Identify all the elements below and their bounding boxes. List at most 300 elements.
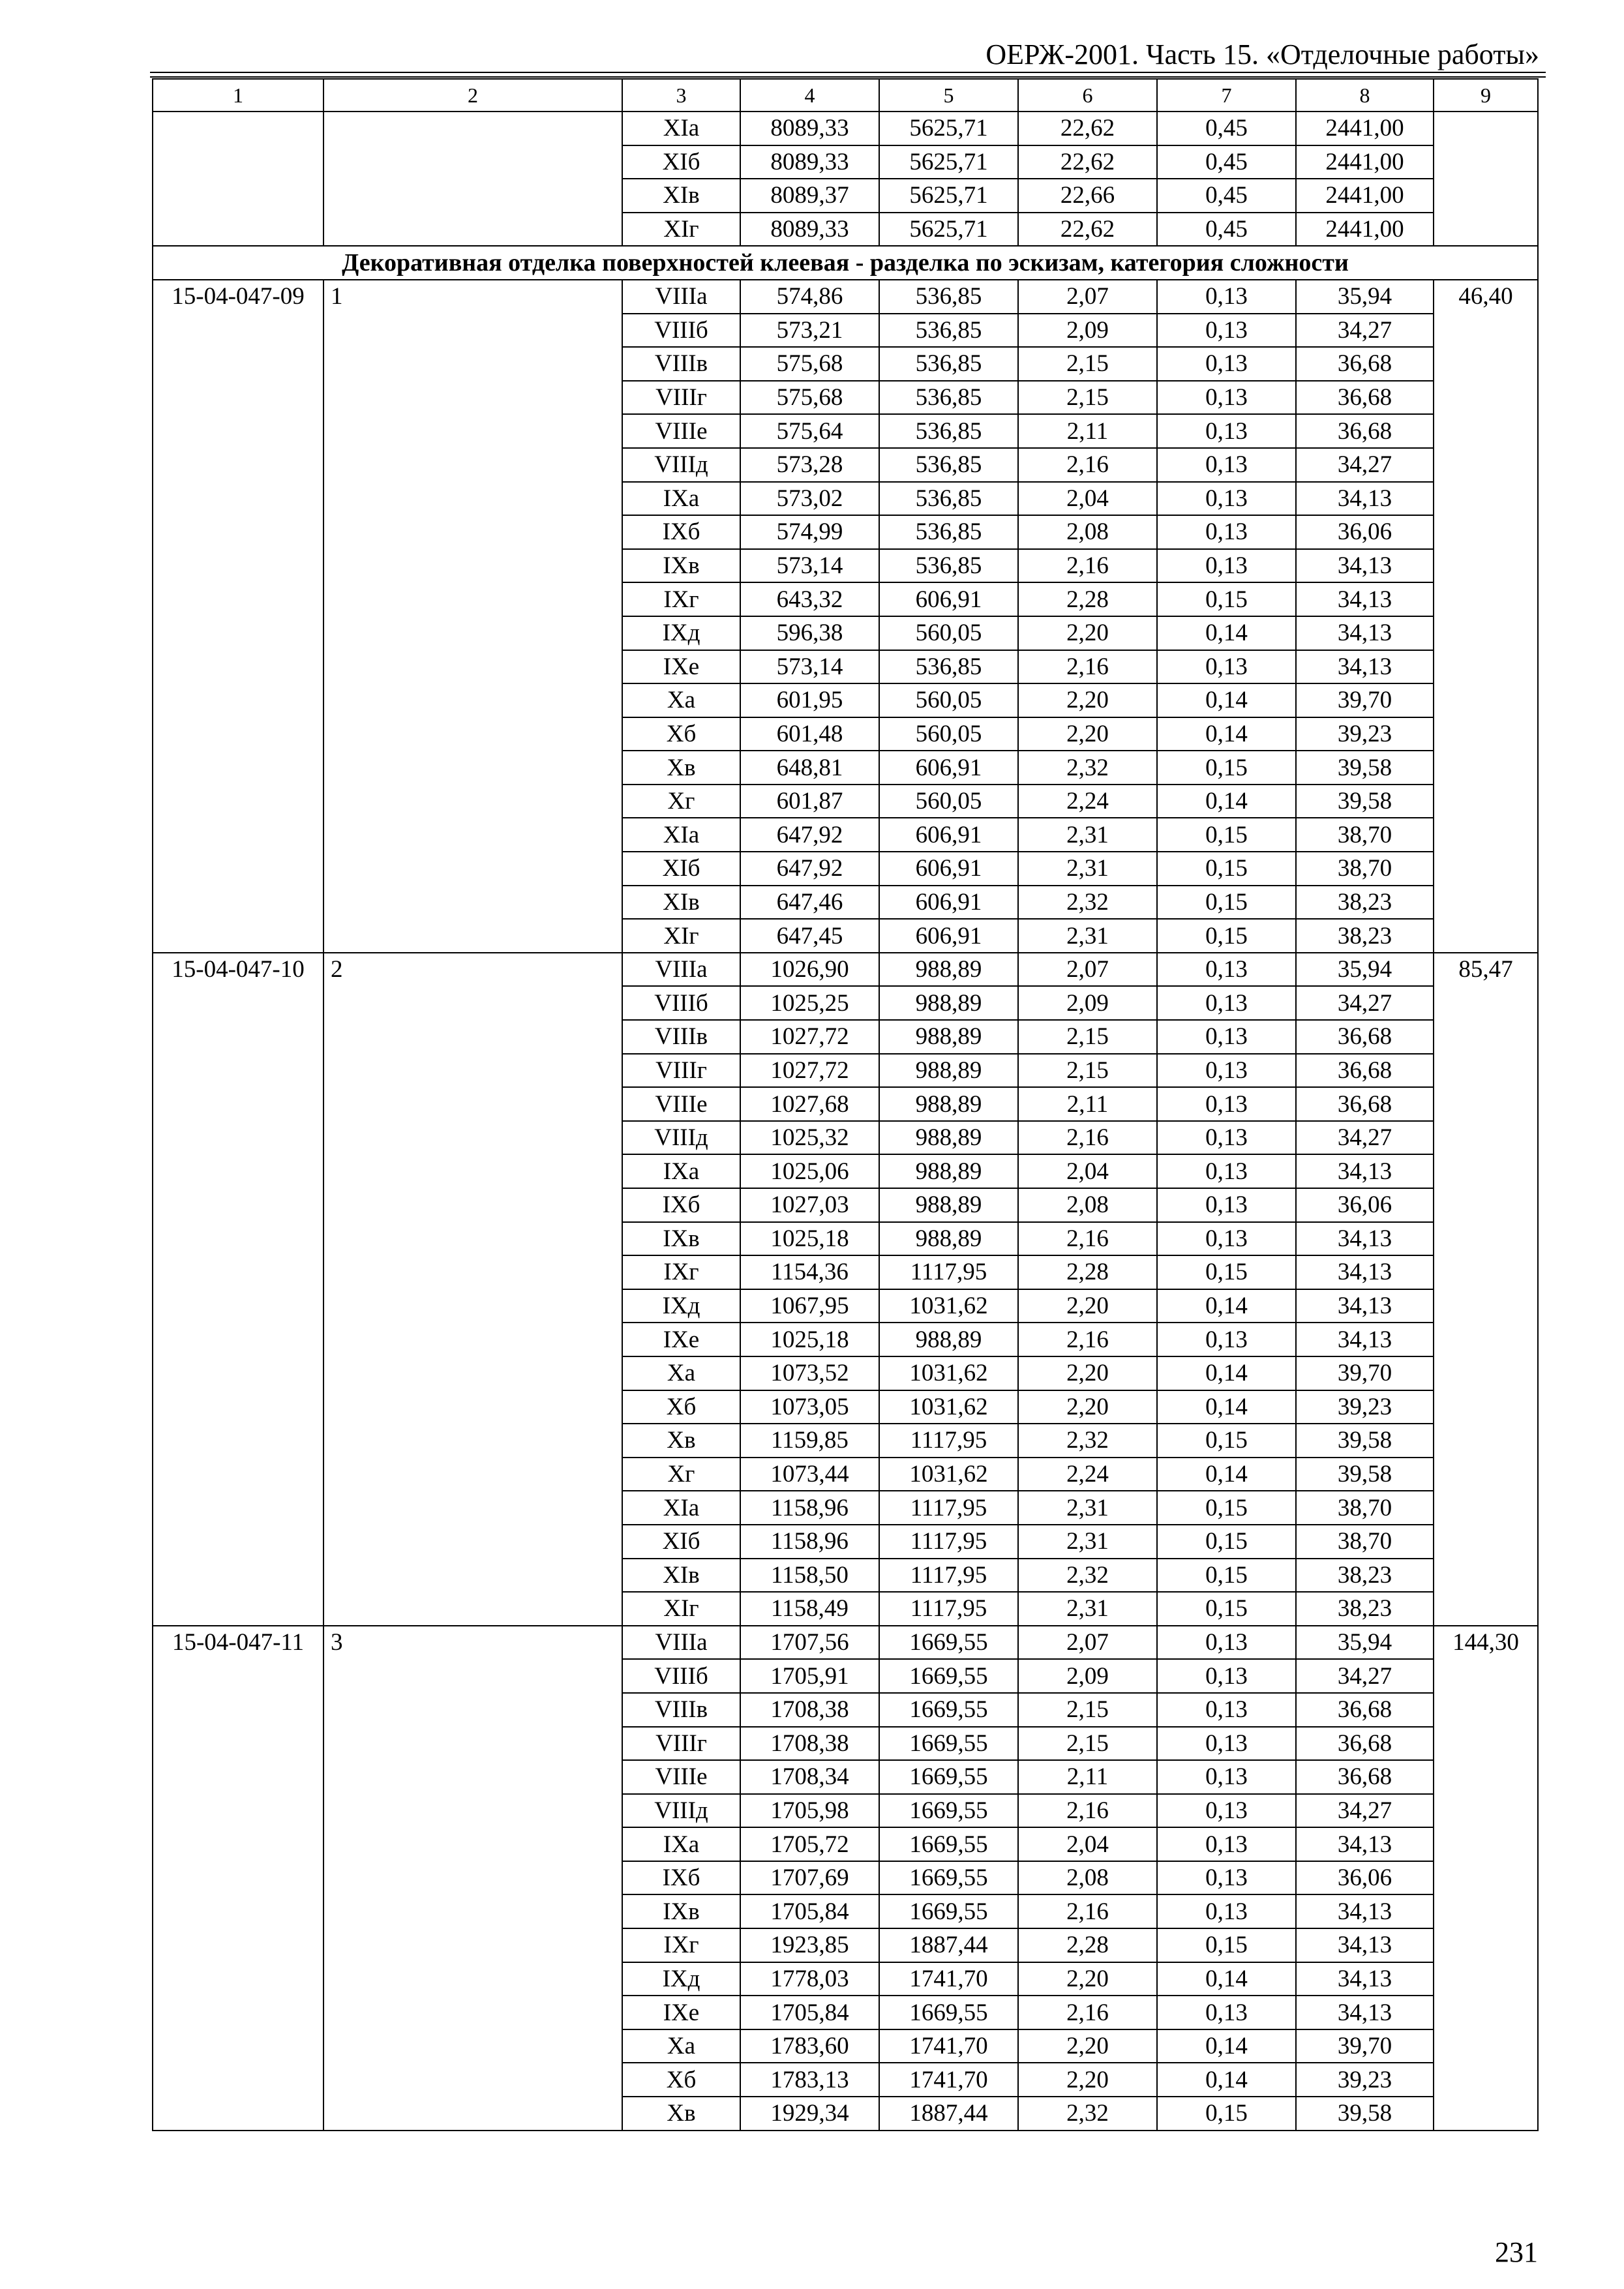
cell-col6: 2,31 — [1018, 919, 1157, 953]
cell-col5: 988,89 — [879, 1020, 1018, 1054]
cell-col5: 606,91 — [879, 919, 1018, 953]
cell-col8: 34,13 — [1296, 1255, 1434, 1289]
cell-col6: 2,04 — [1018, 1827, 1157, 1861]
cell-mark: XIв — [622, 1559, 740, 1593]
cell-col8: 36,68 — [1296, 414, 1434, 448]
cell-mark: VIIIд — [622, 1121, 740, 1155]
column-numbers-row — [153, 79, 1538, 112]
cell-col5: 1669,55 — [879, 1626, 1018, 1660]
cell-mark: VIIIа — [622, 953, 740, 987]
cell-col4: 1705,84 — [740, 1996, 879, 2029]
cell-col9: 144,30 — [1434, 1626, 1538, 2131]
cell-col8: 39,58 — [1296, 751, 1434, 785]
cell-col4: 1707,69 — [740, 1861, 879, 1895]
cell-col6: 2,20 — [1018, 1289, 1157, 1323]
cell-col7: 0,14 — [1157, 2029, 1296, 2063]
cell-col4: 1923,85 — [740, 1928, 879, 1962]
cell-col7: 0,45 — [1157, 145, 1296, 179]
cell-code-empty — [153, 112, 323, 246]
cell-mark: XIв — [622, 179, 740, 213]
column-number: 9 — [1434, 79, 1538, 112]
cell-col7: 0,13 — [1157, 381, 1296, 415]
cell-col8: 34,13 — [1296, 1289, 1434, 1323]
cell-col4: 573,21 — [740, 314, 879, 348]
cell-col4: 1708,38 — [740, 1693, 879, 1727]
cell-col8: 36,68 — [1296, 1054, 1434, 1088]
cell-col7: 0,13 — [1157, 986, 1296, 1020]
cell-col4: 1783,13 — [740, 2063, 879, 2097]
cell-col5: 560,05 — [879, 683, 1018, 717]
cell-col4: 647,92 — [740, 818, 879, 852]
cell-col4: 1783,60 — [740, 2029, 879, 2063]
cell-col4: 1705,98 — [740, 1794, 879, 1828]
cell-col4: 1025,18 — [740, 1323, 879, 1356]
cell-col8: 34,27 — [1296, 1659, 1434, 1693]
cell-col7: 0,13 — [1157, 1020, 1296, 1054]
cell-col7: 0,15 — [1157, 1525, 1296, 1559]
cell-col6: 2,07 — [1018, 1626, 1157, 1660]
cell-col6: 2,15 — [1018, 1727, 1157, 1761]
cell-col8: 39,23 — [1296, 717, 1434, 751]
cell-col8: 36,68 — [1296, 1760, 1434, 1794]
cell-col8: 39,70 — [1296, 683, 1434, 717]
cell-rate-code: 15-04-047-09 — [153, 280, 323, 953]
cell-col6: 2,16 — [1018, 1323, 1157, 1356]
cell-col4: 1158,96 — [740, 1491, 879, 1525]
cell-col7: 0,14 — [1157, 717, 1296, 751]
table-row — [153, 112, 1538, 145]
cell-col5: 1117,95 — [879, 1559, 1018, 1593]
cell-col6: 2,28 — [1018, 582, 1157, 616]
cell-col8: 35,94 — [1296, 280, 1434, 314]
cell-col5: 988,89 — [879, 1154, 1018, 1188]
cell-col7: 0,13 — [1157, 953, 1296, 987]
cell-col7: 0,13 — [1157, 1054, 1296, 1088]
cell-mark: Xа — [622, 683, 740, 717]
cell-col8: 36,68 — [1296, 347, 1434, 381]
cell-mark: XIа — [622, 818, 740, 852]
cell-col9-empty — [1434, 112, 1538, 246]
cell-col4: 1073,52 — [740, 1356, 879, 1390]
cell-complexity-category: 1 — [323, 280, 622, 953]
cell-col6: 2,20 — [1018, 616, 1157, 650]
cell-col4: 1027,72 — [740, 1020, 879, 1054]
cell-mark: IXа — [622, 482, 740, 516]
cell-col6: 2,08 — [1018, 1861, 1157, 1895]
cell-col8: 34,27 — [1296, 986, 1434, 1020]
column-number: 3 — [622, 79, 740, 112]
cell-col8: 34,13 — [1296, 1962, 1434, 1996]
cell-col7: 0,13 — [1157, 1087, 1296, 1121]
cell-col5: 1117,95 — [879, 1255, 1018, 1289]
cell-mark: XIб — [622, 1525, 740, 1559]
column-number: 2 — [323, 79, 622, 112]
cell-col7: 0,14 — [1157, 1458, 1296, 1491]
cell-col7: 0,15 — [1157, 919, 1296, 953]
cell-col8: 39,58 — [1296, 785, 1434, 818]
cell-col4: 1929,34 — [740, 2097, 879, 2131]
cell-mark: Xб — [622, 1390, 740, 1424]
cell-col5: 536,85 — [879, 381, 1018, 415]
cell-col5: 536,85 — [879, 482, 1018, 516]
cell-col5: 1669,55 — [879, 1659, 1018, 1693]
cell-col6: 2,20 — [1018, 1356, 1157, 1390]
cell-col4: 1705,84 — [740, 1894, 879, 1928]
cell-col8: 36,68 — [1296, 381, 1434, 415]
cell-col7: 0,15 — [1157, 1424, 1296, 1458]
cell-col5: 606,91 — [879, 852, 1018, 886]
cell-col8: 35,94 — [1296, 953, 1434, 987]
cell-col5: 988,89 — [879, 1323, 1018, 1356]
cell-col8: 36,68 — [1296, 1020, 1434, 1054]
cell-col6: 2,20 — [1018, 1962, 1157, 1996]
cell-col4: 1025,25 — [740, 986, 879, 1020]
cell-col4: 575,68 — [740, 347, 879, 381]
cell-mark: IXа — [622, 1827, 740, 1861]
cell-col4: 1158,50 — [740, 1559, 879, 1593]
cell-col8: 39,58 — [1296, 1458, 1434, 1491]
cell-col6: 2,20 — [1018, 2063, 1157, 2097]
cell-complexity-category: 3 — [323, 1626, 622, 2131]
cell-col4: 648,81 — [740, 751, 879, 785]
cell-mark: VIIIв — [622, 347, 740, 381]
cell-col8: 39,58 — [1296, 1424, 1434, 1458]
cell-mark: XIа — [622, 1491, 740, 1525]
cell-mark: IXа — [622, 1154, 740, 1188]
cell-col5: 1031,62 — [879, 1289, 1018, 1323]
cell-col7: 0,13 — [1157, 1996, 1296, 2029]
cell-mark: VIIIг — [622, 1727, 740, 1761]
cell-col6: 22,62 — [1018, 213, 1157, 247]
cell-col7: 0,13 — [1157, 1188, 1296, 1222]
cell-col8: 36,68 — [1296, 1087, 1434, 1121]
cell-col6: 2,04 — [1018, 1154, 1157, 1188]
cell-mark: XIб — [622, 852, 740, 886]
cell-col4: 1027,68 — [740, 1087, 879, 1121]
cell-col4: 1158,49 — [740, 1592, 879, 1626]
cell-col7: 0,13 — [1157, 1659, 1296, 1693]
cell-col6: 2,16 — [1018, 448, 1157, 482]
cell-mark: XIа — [622, 112, 740, 145]
cell-col8: 34,13 — [1296, 1222, 1434, 1256]
cell-col8: 34,13 — [1296, 1154, 1434, 1188]
cell-col5: 606,91 — [879, 818, 1018, 852]
cell-col4: 1705,72 — [740, 1827, 879, 1861]
cell-mark: VIIIб — [622, 314, 740, 348]
cell-col8: 38,70 — [1296, 852, 1434, 886]
column-number: 4 — [740, 79, 879, 112]
cell-mark: VIIIб — [622, 1659, 740, 1693]
cell-col6: 2,11 — [1018, 414, 1157, 448]
cell-col7: 0,13 — [1157, 414, 1296, 448]
cell-mark: IXе — [622, 1996, 740, 2029]
cell-col5: 988,89 — [879, 1121, 1018, 1155]
cell-col6: 2,20 — [1018, 717, 1157, 751]
cell-col7: 0,14 — [1157, 1962, 1296, 1996]
cell-col6: 2,07 — [1018, 280, 1157, 314]
cell-col5: 1117,95 — [879, 1592, 1018, 1626]
cell-col8: 34,13 — [1296, 1827, 1434, 1861]
cell-mark: IXб — [622, 515, 740, 549]
cell-col8: 34,13 — [1296, 482, 1434, 516]
cell-category-empty — [323, 112, 622, 246]
cell-mark: VIIIа — [622, 280, 740, 314]
cell-mark: IXб — [622, 1188, 740, 1222]
cell-col4: 573,14 — [740, 549, 879, 583]
cell-col5: 1669,55 — [879, 1894, 1018, 1928]
cell-col4: 596,38 — [740, 616, 879, 650]
cell-mark: VIIIд — [622, 448, 740, 482]
cell-col6: 2,16 — [1018, 1794, 1157, 1828]
cell-col7: 0,13 — [1157, 1794, 1296, 1828]
cell-mark: VIIIг — [622, 1054, 740, 1088]
cell-col5: 536,85 — [879, 549, 1018, 583]
cell-col8: 34,13 — [1296, 1323, 1434, 1356]
cell-mark: IXд — [622, 1962, 740, 1996]
cell-col5: 536,85 — [879, 347, 1018, 381]
cell-col7: 0,13 — [1157, 515, 1296, 549]
cell-col7: 0,14 — [1157, 1289, 1296, 1323]
cell-col4: 575,64 — [740, 414, 879, 448]
cell-col6: 2,28 — [1018, 1928, 1157, 1962]
cell-mark: VIIIб — [622, 986, 740, 1020]
cell-col5: 1031,62 — [879, 1390, 1018, 1424]
cell-col7: 0,13 — [1157, 347, 1296, 381]
cell-col5: 1669,55 — [879, 1727, 1018, 1761]
cell-col6: 2,16 — [1018, 1894, 1157, 1928]
cell-col8: 35,94 — [1296, 1626, 1434, 1660]
cell-col7: 0,15 — [1157, 886, 1296, 920]
cell-col4: 574,99 — [740, 515, 879, 549]
cell-col4: 643,32 — [740, 582, 879, 616]
cell-col7: 0,14 — [1157, 616, 1296, 650]
cell-col7: 0,15 — [1157, 818, 1296, 852]
cell-col4: 573,02 — [740, 482, 879, 516]
cell-mark: IXг — [622, 1928, 740, 1962]
cell-col7: 0,15 — [1157, 852, 1296, 886]
column-number: 5 — [879, 79, 1018, 112]
cell-col4: 1027,72 — [740, 1054, 879, 1088]
rates-table — [152, 78, 1539, 2131]
cell-mark: VIIIа — [622, 1626, 740, 1660]
cell-mark: VIIIд — [622, 1794, 740, 1828]
cell-col4: 647,46 — [740, 886, 879, 920]
cell-col8: 39,58 — [1296, 2097, 1434, 2131]
cell-col5: 1741,70 — [879, 1962, 1018, 1996]
cell-col7: 0,15 — [1157, 582, 1296, 616]
cell-col7: 0,15 — [1157, 1928, 1296, 1962]
column-number: 6 — [1018, 79, 1157, 112]
cell-col7: 0,13 — [1157, 1222, 1296, 1256]
cell-mark: IXд — [622, 616, 740, 650]
cell-col4: 8089,33 — [740, 112, 879, 145]
cell-col8: 39,23 — [1296, 1390, 1434, 1424]
header-rule-lower — [150, 76, 1546, 78]
cell-col7: 0,13 — [1157, 1121, 1296, 1155]
cell-mark: VIIIв — [622, 1693, 740, 1727]
cell-mark: IXе — [622, 1323, 740, 1356]
cell-col6: 2,20 — [1018, 2029, 1157, 2063]
cell-col6: 2,31 — [1018, 1491, 1157, 1525]
cell-col7: 0,13 — [1157, 1894, 1296, 1928]
cell-col8: 38,23 — [1296, 886, 1434, 920]
cell-mark: XIг — [622, 213, 740, 247]
rates-table-body — [153, 79, 1538, 2131]
cell-col4: 1707,56 — [740, 1626, 879, 1660]
cell-col6: 2,11 — [1018, 1087, 1157, 1121]
cell-col4: 1026,90 — [740, 953, 879, 987]
cell-col5: 536,85 — [879, 650, 1018, 684]
table-row — [153, 953, 1538, 987]
cell-col8: 34,27 — [1296, 1121, 1434, 1155]
cell-rate-code: 15-04-047-10 — [153, 953, 323, 1626]
cell-col4: 1158,96 — [740, 1525, 879, 1559]
cell-col6: 2,15 — [1018, 1693, 1157, 1727]
cell-col5: 536,85 — [879, 448, 1018, 482]
cell-col6: 2,32 — [1018, 1424, 1157, 1458]
cell-col5: 1669,55 — [879, 1760, 1018, 1794]
cell-col6: 2,16 — [1018, 650, 1157, 684]
cell-col4: 1025,18 — [740, 1222, 879, 1256]
cell-col4: 573,28 — [740, 448, 879, 482]
cell-col6: 2,11 — [1018, 1760, 1157, 1794]
cell-col6: 2,31 — [1018, 1592, 1157, 1626]
cell-col7: 0,13 — [1157, 280, 1296, 314]
cell-col7: 0,45 — [1157, 112, 1296, 145]
cell-col7: 0,15 — [1157, 2097, 1296, 2131]
cell-col5: 536,85 — [879, 515, 1018, 549]
cell-col6: 2,16 — [1018, 1222, 1157, 1256]
cell-col6: 2,20 — [1018, 683, 1157, 717]
page-number: 231 — [1495, 2236, 1538, 2268]
cell-mark: Xв — [622, 751, 740, 785]
cell-col5: 988,89 — [879, 1087, 1018, 1121]
cell-col7: 0,14 — [1157, 2063, 1296, 2097]
cell-col6: 2,15 — [1018, 1054, 1157, 1088]
cell-col6: 2,15 — [1018, 1020, 1157, 1054]
cell-col6: 2,24 — [1018, 785, 1157, 818]
cell-col7: 0,13 — [1157, 1323, 1296, 1356]
cell-col7: 0,15 — [1157, 1592, 1296, 1626]
cell-col8: 38,23 — [1296, 919, 1434, 953]
cell-col4: 1705,91 — [740, 1659, 879, 1693]
cell-col6: 2,15 — [1018, 381, 1157, 415]
cell-col8: 34,13 — [1296, 549, 1434, 583]
cell-col8: 34,27 — [1296, 1794, 1434, 1828]
cell-col4: 8089,37 — [740, 179, 879, 213]
cell-col5: 5625,71 — [879, 112, 1018, 145]
column-number: 1 — [153, 79, 323, 112]
cell-col5: 5625,71 — [879, 213, 1018, 247]
cell-rate-code: 15-04-047-11 — [153, 1626, 323, 2131]
cell-col8: 36,06 — [1296, 1188, 1434, 1222]
cell-col4: 1778,03 — [740, 1962, 879, 1996]
cell-col4: 601,48 — [740, 717, 879, 751]
cell-col4: 1073,44 — [740, 1458, 879, 1491]
cell-col6: 2,08 — [1018, 1188, 1157, 1222]
cell-col4: 647,45 — [740, 919, 879, 953]
cell-mark: IXе — [622, 650, 740, 684]
cell-col9: 46,40 — [1434, 280, 1538, 953]
cell-col5: 536,85 — [879, 414, 1018, 448]
cell-col7: 0,14 — [1157, 683, 1296, 717]
cell-col8: 34,27 — [1296, 448, 1434, 482]
cell-col6: 22,62 — [1018, 112, 1157, 145]
cell-col5: 560,05 — [879, 717, 1018, 751]
cell-col5: 1887,44 — [879, 2097, 1018, 2131]
cell-col4: 573,14 — [740, 650, 879, 684]
cell-col5: 5625,71 — [879, 145, 1018, 179]
cell-col6: 2,16 — [1018, 1996, 1157, 2029]
cell-mark: Xв — [622, 1424, 740, 1458]
section-row — [153, 246, 1538, 280]
cell-col8: 38,70 — [1296, 1491, 1434, 1525]
cell-col7: 0,14 — [1157, 1390, 1296, 1424]
cell-col8: 38,23 — [1296, 1592, 1434, 1626]
cell-col5: 5625,71 — [879, 179, 1018, 213]
cell-col6: 22,62 — [1018, 145, 1157, 179]
cell-col8: 34,13 — [1296, 582, 1434, 616]
cell-col5: 536,85 — [879, 280, 1018, 314]
table-row — [153, 280, 1538, 314]
cell-col4: 575,68 — [740, 381, 879, 415]
cell-col4: 8089,33 — [740, 213, 879, 247]
cell-col7: 0,15 — [1157, 751, 1296, 785]
cell-mark: XIб — [622, 145, 740, 179]
cell-col7: 0,13 — [1157, 1827, 1296, 1861]
cell-col5: 1117,95 — [879, 1491, 1018, 1525]
cell-mark: VIIIе — [622, 1760, 740, 1794]
cell-col4: 1027,03 — [740, 1188, 879, 1222]
cell-col8: 39,70 — [1296, 2029, 1434, 2063]
cell-col4: 601,87 — [740, 785, 879, 818]
cell-col7: 0,13 — [1157, 1760, 1296, 1794]
cell-col8: 34,13 — [1296, 1996, 1434, 2029]
cell-col8: 39,23 — [1296, 2063, 1434, 2097]
cell-col6: 2,09 — [1018, 986, 1157, 1020]
cell-col6: 2,32 — [1018, 751, 1157, 785]
cell-mark: XIв — [622, 886, 740, 920]
cell-col5: 988,89 — [879, 986, 1018, 1020]
cell-col5: 988,89 — [879, 1054, 1018, 1088]
cell-col9: 85,47 — [1434, 953, 1538, 1626]
cell-mark: XIг — [622, 919, 740, 953]
header-rule-upper — [150, 72, 1546, 73]
column-number: 8 — [1296, 79, 1434, 112]
cell-col8: 34,13 — [1296, 616, 1434, 650]
cell-col5: 1031,62 — [879, 1458, 1018, 1491]
section-title: Декоративная отделка поверхностей клеевая - разделка по эскизам, категория сложности — [153, 246, 1538, 280]
cell-col5: 1117,95 — [879, 1424, 1018, 1458]
document-header-title: ОЕРЖ-2001. Часть 15. «Отделочные работы» — [985, 38, 1539, 70]
cell-col8: 34,27 — [1296, 314, 1434, 348]
cell-col8: 36,68 — [1296, 1727, 1434, 1761]
cell-col6: 2,32 — [1018, 886, 1157, 920]
cell-col6: 2,04 — [1018, 482, 1157, 516]
cell-col5: 606,91 — [879, 582, 1018, 616]
cell-col7: 0,13 — [1157, 650, 1296, 684]
cell-col5: 988,89 — [879, 1222, 1018, 1256]
cell-col4: 574,86 — [740, 280, 879, 314]
cell-col4: 1708,38 — [740, 1727, 879, 1761]
cell-col7: 0,15 — [1157, 1255, 1296, 1289]
cell-col5: 1669,55 — [879, 1996, 1018, 2029]
cell-col8: 34,13 — [1296, 1928, 1434, 1962]
cell-mark: Xб — [622, 2063, 740, 2097]
cell-col8: 2441,00 — [1296, 213, 1434, 247]
cell-col5: 1031,62 — [879, 1356, 1018, 1390]
cell-mark: IXв — [622, 1894, 740, 1928]
